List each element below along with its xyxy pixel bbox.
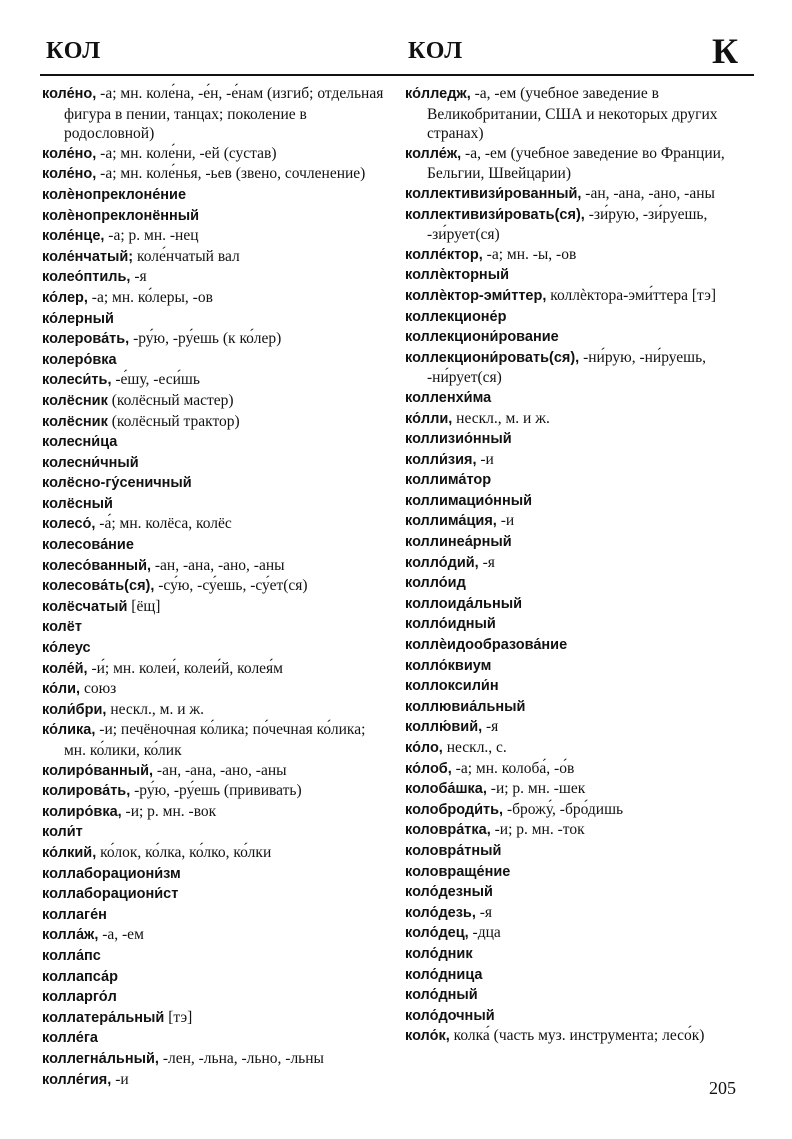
dictionary-entry	[405, 409, 755, 430]
dictionary-entry	[42, 453, 388, 474]
headword: коло́дница	[405, 966, 483, 983]
entry-gloss: -я	[482, 718, 499, 736]
headword: колоба́шка,	[405, 781, 487, 798]
dictionary-entry	[42, 1008, 388, 1029]
headword: коловра́тка,	[405, 822, 491, 839]
dictionary-entry	[405, 84, 755, 144]
dictionary-entry	[405, 738, 755, 759]
dictionary-entry	[42, 638, 388, 659]
dictionary-entry	[405, 184, 755, 205]
headword: колле́га	[42, 1030, 98, 1047]
entry-gloss: -я	[475, 903, 493, 921]
dictionary-entry	[42, 329, 388, 350]
dictionary-entry	[405, 265, 755, 286]
section-letter: К	[712, 31, 739, 71]
entry-gloss: колка́ (часть муз. инструмента; лесо́к)	[449, 1027, 705, 1045]
dictionary-entry	[405, 841, 755, 862]
headword: коллѐидообразова́ние	[405, 637, 568, 654]
headword: ко́лика,	[42, 722, 96, 739]
dictionary-entry	[405, 511, 755, 532]
entry-gloss: нескл., м. и ж.	[452, 409, 550, 427]
headword: колло́квиум	[405, 657, 492, 674]
entry-gloss: -и; р. мн. -ток	[490, 821, 585, 839]
entry-gloss: -а; мн. коле́на, -е́н, -е́нам (изгиб; отдельная фигура в пении, танцах; поколение в родословной)	[64, 85, 384, 143]
headword: ко́лледж,	[405, 86, 471, 102]
entry-gloss: коле́нчатый вал	[133, 247, 240, 265]
headword: коллоида́льный	[405, 595, 523, 612]
entry-gloss: союз	[80, 680, 117, 698]
dictionary-entry	[42, 700, 388, 721]
dictionary-entry	[405, 429, 755, 450]
headword: коллю́вий,	[405, 719, 483, 736]
dictionary-entry	[405, 205, 755, 245]
headword: коле́но,	[42, 86, 97, 102]
dictionary-entry	[42, 905, 388, 926]
dictionary-entry	[42, 309, 388, 330]
dictionary-entry	[405, 573, 755, 594]
dictionary-entry	[42, 288, 388, 309]
dictionary-entry	[42, 781, 388, 802]
headword: колесова́ние	[42, 537, 134, 554]
dictionary-entry	[405, 327, 755, 348]
dictionary-entry	[42, 597, 388, 618]
dictionary-entry	[405, 348, 755, 388]
headword: колеро́вка	[42, 351, 117, 368]
headword: колёт	[42, 619, 82, 636]
headword: колёсник	[42, 413, 108, 430]
dictionary-entry	[42, 1028, 388, 1049]
headword: колларго́л	[42, 989, 117, 1006]
entry-gloss: -а, -ем (учебное заведение в Великобритании, США и некоторых других странах)	[427, 85, 718, 143]
dictionary-entry	[42, 843, 388, 864]
entry-gloss: -зи́рую, -зи́руешь, -зи́рует(ся)	[427, 205, 708, 244]
headword: колѐнопреклоне́ние	[42, 186, 187, 203]
entry-gloss: нескл., м. и ж.	[106, 700, 204, 718]
entry-gloss: -е́шу, -еси́шь	[111, 371, 200, 389]
headword: коллѐкторный	[405, 267, 509, 284]
dictionary-entry	[42, 822, 388, 843]
headword: коллинеа́рный	[405, 534, 512, 551]
headword: коло́дезный	[405, 884, 493, 901]
dictionary-entry	[405, 697, 755, 718]
dictionary-entry	[405, 759, 755, 780]
dictionary-entry	[42, 144, 388, 165]
dictionary-entry	[405, 944, 755, 965]
headword: колерова́ть,	[42, 331, 130, 348]
entry-gloss: -ру́ю, -ру́ешь (к ко́лер)	[129, 330, 282, 348]
dictionary-entry	[405, 635, 755, 656]
headword: ко́леус	[42, 640, 91, 657]
dictionary-entry	[42, 370, 388, 391]
headword: коллективизи́рованный,	[405, 185, 582, 202]
headword: колле́ж,	[405, 145, 462, 162]
entry-gloss: -и́; мн. колеи́, колеи́й, колея́м	[87, 659, 283, 677]
entry-gloss: [ёщ]	[127, 597, 161, 615]
headword: коллима́ция,	[405, 513, 497, 530]
entry-gloss: -и; р. мн. -шек	[486, 780, 586, 798]
entry-gloss: -дца	[468, 924, 501, 942]
entry-gloss: -ру́ю, -ру́ешь (прививать)	[130, 782, 302, 800]
entry-gloss: -су́ю, -су́ешь, -су́ет(ся)	[154, 577, 308, 595]
dictionary-entry	[42, 494, 388, 515]
dictionary-entry	[42, 164, 388, 185]
headword: коллимацио́нный	[405, 492, 532, 509]
headword: колиро́ванный,	[42, 762, 154, 779]
dictionary-entry	[405, 553, 755, 574]
dictionary-entry	[405, 985, 755, 1006]
headword: колёсчатый	[42, 598, 128, 615]
headword: колѐнопреклонённый	[42, 207, 200, 224]
headword: коллатера́льный	[42, 1009, 165, 1026]
dictionary-entry	[405, 882, 755, 903]
dictionary-entry	[405, 144, 755, 184]
dictionary-entry	[405, 491, 755, 512]
entry-gloss: ко́лок, ко́лка, ко́лко, ко́лки	[96, 843, 272, 861]
entry-gloss: -а; мн. колоба́, -о́в	[451, 759, 575, 777]
entry-gloss: -и; печёночная ко́лика; по́чечная ко́лика; мн. ко́лики, ко́лик	[64, 721, 366, 759]
entry-gloss: -а, -ем	[98, 926, 144, 944]
dictionary-entry	[42, 432, 388, 453]
dictionary-entry	[42, 226, 388, 247]
headword: колео́птиль,	[42, 269, 131, 286]
headword: ко́лер,	[42, 289, 88, 306]
dictionary-entry	[405, 923, 755, 944]
dictionary-entry	[405, 286, 755, 307]
dictionary-entry	[42, 864, 388, 885]
headword: коллекциони́рование	[405, 329, 559, 346]
headword: коллективизи́ровать(ся),	[405, 206, 585, 223]
entry-gloss: -и	[496, 512, 515, 530]
dictionary-entry	[405, 388, 755, 409]
right-column	[405, 84, 755, 1047]
entry-gloss: коллѐктора-эми́ттера [тэ]	[546, 286, 717, 304]
headword: коло́дник	[405, 945, 473, 962]
dictionary-entry	[405, 307, 755, 328]
entry-gloss: -ни́рую, -ни́руешь, -ни́рует(ся)	[427, 348, 707, 387]
headword: коле́нчатый;	[42, 248, 134, 265]
headword: коле́но,	[42, 166, 97, 183]
entry-gloss: -ан, -ана, -ано, -аны	[153, 761, 287, 779]
dictionary-entry	[42, 617, 388, 638]
headword: колла́пс	[42, 947, 101, 964]
entry-gloss: -и; р. мн. -вок	[121, 802, 217, 820]
dictionary-entry	[42, 720, 388, 760]
headword: колёсник	[42, 392, 108, 409]
entry-gloss: -ан, -ана, -ано, -аны	[581, 184, 715, 202]
headword: коллегна́льный,	[42, 1050, 159, 1067]
headword: колла́ж,	[42, 927, 99, 944]
headword: колоброди́ть,	[405, 801, 504, 818]
dictionary-entry	[42, 350, 388, 371]
headword: колле́гия,	[42, 1071, 112, 1088]
dictionary-entry	[42, 925, 388, 946]
dictionary-entry	[405, 245, 755, 266]
headword: коло́дезь,	[405, 904, 476, 921]
dictionary-entry	[42, 987, 388, 1008]
headword: ко́ли,	[42, 681, 81, 698]
dictionary-entry	[42, 967, 388, 988]
dictionary-entry	[405, 820, 755, 841]
dictionary-entry	[42, 946, 388, 967]
headword: коле́й,	[42, 660, 88, 677]
headword: ко́лерный	[42, 310, 114, 327]
headword: ко́ло,	[405, 740, 443, 756]
dictionary-entry	[42, 556, 388, 577]
dictionary-entry	[42, 247, 388, 268]
dictionary-entry	[42, 535, 388, 556]
headword: коло́дец,	[405, 925, 469, 942]
headword: коловраще́ние	[405, 863, 511, 880]
headword: колленхи́ма	[405, 389, 492, 406]
entry-gloss: -лен, -льна, -льно, -льны	[158, 1049, 324, 1067]
headword: колесни́чный	[42, 454, 139, 471]
headword: колесо́ванный,	[42, 557, 152, 574]
dictionary-entry	[405, 594, 755, 615]
headword: коли́бри,	[42, 701, 107, 718]
entry-gloss: -брожу́, -бро́дишь	[503, 800, 624, 818]
header-rule	[40, 74, 754, 76]
dictionary-entry	[405, 470, 755, 491]
entry-gloss: -и	[476, 450, 494, 468]
headword: коллизио́нный	[405, 431, 512, 448]
entry-gloss: -и	[111, 1070, 129, 1088]
dictionary-entry	[42, 576, 388, 597]
headword: колёсно-гу́сеничный	[42, 475, 192, 492]
dictionary-entry	[405, 532, 755, 553]
dictionary-entry	[405, 717, 755, 738]
entry-gloss: -а; мн. коле́нья, -ьев (звено, сочленение)	[96, 165, 366, 183]
dictionary-entry	[42, 185, 388, 206]
dictionary-entry	[42, 514, 388, 535]
headword: коллоксили́н	[405, 678, 499, 695]
headword: колёсный	[42, 495, 113, 512]
headword: колиро́вка,	[42, 803, 122, 820]
dictionary-entry	[42, 473, 388, 494]
entry-gloss: -а; мн. -ы, -ов	[482, 245, 577, 263]
running-head-right: КОЛ	[408, 38, 464, 64]
dictionary-entry	[405, 903, 755, 924]
entry-gloss: нескл., с.	[442, 739, 507, 756]
left-column	[42, 84, 388, 1090]
entry-gloss: -а; мн. коле́ни, -ей (сустав)	[96, 144, 277, 162]
headword: колло́дий,	[405, 554, 479, 571]
dictionary-entry	[42, 206, 388, 227]
headword: колло́ид	[405, 575, 466, 592]
headword: коллаборациони́ст	[42, 886, 179, 903]
headword: коллекционе́р	[405, 308, 507, 325]
dictionary-entry	[405, 1026, 755, 1047]
entry-gloss: -я	[478, 553, 495, 571]
dictionary-entry	[405, 450, 755, 471]
dictionary-entry	[42, 84, 388, 144]
entry-gloss: (колёсный мастер)	[107, 391, 234, 409]
dictionary-entry	[42, 1049, 388, 1070]
headword: ко́лли,	[405, 410, 453, 427]
dictionary-entry	[42, 802, 388, 823]
entry-gloss: [тэ]	[164, 1008, 193, 1026]
entry-gloss: -ан, -ана, -ано, -аны	[151, 556, 285, 574]
headword: коло́дный	[405, 987, 478, 1004]
dictionary-entry	[42, 679, 388, 700]
entry-gloss: -а; мн. ко́леры, -ов	[87, 288, 213, 306]
headword: колеси́ть,	[42, 372, 112, 389]
dictionary-entry	[42, 391, 388, 412]
headword: коле́нце,	[42, 228, 105, 245]
dictionary-entry	[42, 761, 388, 782]
headword: колесова́ть(ся),	[42, 578, 155, 595]
headword: коллаге́н	[42, 906, 107, 923]
headword: коллѐктор-эми́ттер,	[405, 287, 547, 304]
headword: колле́ктор,	[405, 246, 483, 263]
entry-gloss: -а́; мн. колёса, колёс	[95, 515, 232, 533]
dictionary-entry	[42, 1070, 388, 1091]
headword: колесни́ца	[42, 434, 118, 451]
headword: колесо́,	[42, 516, 96, 533]
headword: коллаборациони́зм	[42, 865, 181, 882]
headword: коло́к,	[405, 1028, 450, 1045]
headword: коллима́тор	[405, 472, 492, 489]
headword: ко́лоб,	[405, 760, 452, 777]
headword: коло́дочный	[405, 1007, 495, 1024]
dictionary-entry	[405, 676, 755, 697]
entry-gloss: -а, -ем (учебное заведение во Франции, Бельгии, Швейцарии)	[427, 144, 725, 183]
dictionary-entry	[405, 1006, 755, 1027]
headword: коле́но,	[42, 145, 97, 162]
headword: коллапса́р	[42, 968, 118, 985]
headword: коллювиа́льный	[405, 698, 526, 715]
headword: ко́лкий,	[42, 844, 97, 861]
dictionary-entry	[405, 656, 755, 677]
headword: коллекциони́ровать(ся),	[405, 349, 580, 366]
dictionary-entry	[405, 779, 755, 800]
running-head-left: КОЛ	[46, 38, 102, 64]
dictionary-entry	[42, 884, 388, 905]
dictionary-entry	[405, 862, 755, 883]
dictionary-entry	[42, 659, 388, 680]
entry-gloss: -я	[130, 268, 147, 286]
page-number: 205	[709, 1078, 736, 1098]
headword: коли́т	[42, 824, 83, 841]
dictionary-entry	[42, 412, 388, 433]
headword: колирова́ть,	[42, 783, 131, 800]
headword: колли́зия,	[405, 451, 477, 468]
headword: коловра́тный	[405, 842, 502, 859]
dictionary-entry	[405, 614, 755, 635]
dictionary-entry	[405, 800, 755, 821]
headword: колло́идный	[405, 616, 496, 633]
dictionary-entry	[42, 267, 388, 288]
dictionary-entry	[405, 965, 755, 986]
entry-gloss: (колёсный трактор)	[107, 412, 240, 430]
entry-gloss: -а; р. мн. -нец	[104, 227, 199, 245]
